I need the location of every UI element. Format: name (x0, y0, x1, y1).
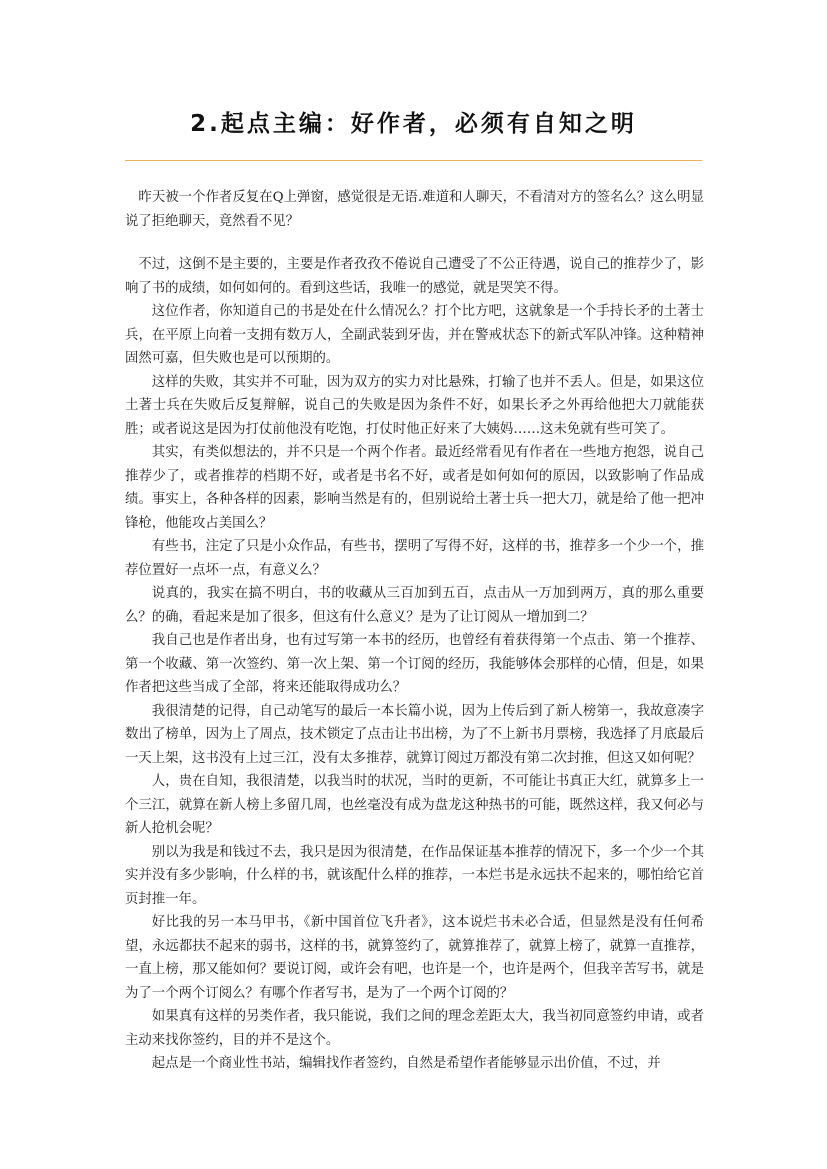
paragraph: 有些书，注定了只是小众作品，有些书，摆明了写得不好，这样的书，推荐多一个少一个，推荐位置好一点坏一点，有意义么？ (125, 539, 704, 578)
paragraph: 我自己也是作者出身，也有过写第一本书的经历，也曾经有着获得第一个点击、第一个推荐、第一个收藏、第一次签约、第一次上架、第一个订阅的经历，我能够体会那样的心情，但是，如果作者把这些当成了全部，将来还能取得成功么？ (125, 633, 704, 695)
article-title: 2.起点主编：好作者，必须有自知之明 (190, 111, 637, 137)
paragraph: 如果真有这样的另类作者，我只能说，我们之间的理念差距太大，我当初同意签约申请，或者主动来找你签约，目的并不是这个。 (125, 1009, 704, 1048)
title-divider (125, 160, 702, 161)
paragraph: 其实，有类似想法的，并不只是一个两个作者。最近经常看见有作者在一些地方抱怨，说自己推荐少了，或者推荐的档期不好，或者是书名不好，或者是如何如何的原因，以致影响了作品成绩。事实上，各种各样的因素，影响当然是有的，但别说给土著士兵一把大刀，就是给了他一把冲锋枪，他能攻占美国么？ (125, 445, 704, 531)
paragraph: 说真的，我实在搞不明白，书的收藏从三百加到五百，点击从一万加到两万，真的那么重要么？的确，看起来是加了很多，但这有什么意义？是为了让订阅从一增加到二？ (125, 586, 704, 625)
paragraph: 起点是一个商业性书站，编辑找作者签约，自然是希望作者能够显示出价值，不过，并 (151, 1056, 661, 1071)
paragraph: 这位作者，你知道自己的书是处在什么情况么？打个比方吧，这就象是一个手持长矛的土著士兵，在平原上向着一支拥有数万人，全副武装到牙齿，并在警戒状态下的新式军队冲锋。这种精神固然可嘉，但失败也是可以预期的。 (125, 304, 704, 366)
paragraph: 这样的失败，其实并不可耻，因为双方的实力对比悬殊，打输了也并不丢人。但是，如果这位土著士兵在失败后反复辩解，说自己的失败是因为条件不好，如果长矛之外再给他把大刀就能获胜；或者说这是因为打仗前他没有吃饱，打仗时他正好来了大姨妈……这未免就有些可笑了。 (125, 374, 704, 437)
paragraph: 我很清楚的记得，自己动笔写的最后一本长篇小说，因为上传后到了新人榜第一，我故意凑字数出了榜单，因为上了周点，技术锁定了点击让书出榜，为了不上新书月票榜，我选择了月底最后一天上架，这书没有上过三江，没有太多推荐，就算订阅过万都没有第二次封推，但这又如何呢？ (125, 703, 704, 766)
paragraph: 别以为我是和钱过不去，我只是因为很清楚，在作品保证基本推荐的情况下，多一个少一个其实并没有多少影响，什么样的书，就该配什么样的推荐，一本烂书是永远扶不起来的，哪怕给它首页封推一年。 (125, 844, 704, 907)
paragraph: 好比我的另一本马甲书，《新中国首位飞升者》，这本说烂书未必合适，但显然是没有任何希望，永远都扶不起来的弱书，这样的书，就算签约了，就算推荐了，就算上榜了，就算一直推荐，一直上榜，那又能如何？要说订阅，或许会有吧，也许是一个，也许是两个，但我辛苦写书，就是为了一个两个订阅么？有哪个作者写书，是为了一个两个订阅的？ (125, 915, 704, 1001)
paragraph: 人，贵在自知，我很清楚，以我当时的状况，当时的更新，不可能让书真正大红，就算多上一个三江，就算在新人榜上多留几周，也丝毫没有成为盘龙这种热书的可能，既然这样，我又何必与新人抢机会呢？ (125, 774, 704, 836)
article-body (125, 186, 704, 1076)
paragraph: 昨天被一个作者反复在Q上弹窗，感觉很是无语.难道和人聊天，不看清对方的签名么？这么明显说了拒绝聊天，竟然看不见？ (125, 190, 704, 229)
paragraph: 不过，这倒不是主要的，主要是作者孜孜不倦说自己遭受了不公正待遇，说自己的推荐少了，影响了书的成绩，如何如何的。看到这些话，我唯一的感觉，就是哭笑不得。 (125, 257, 704, 296)
